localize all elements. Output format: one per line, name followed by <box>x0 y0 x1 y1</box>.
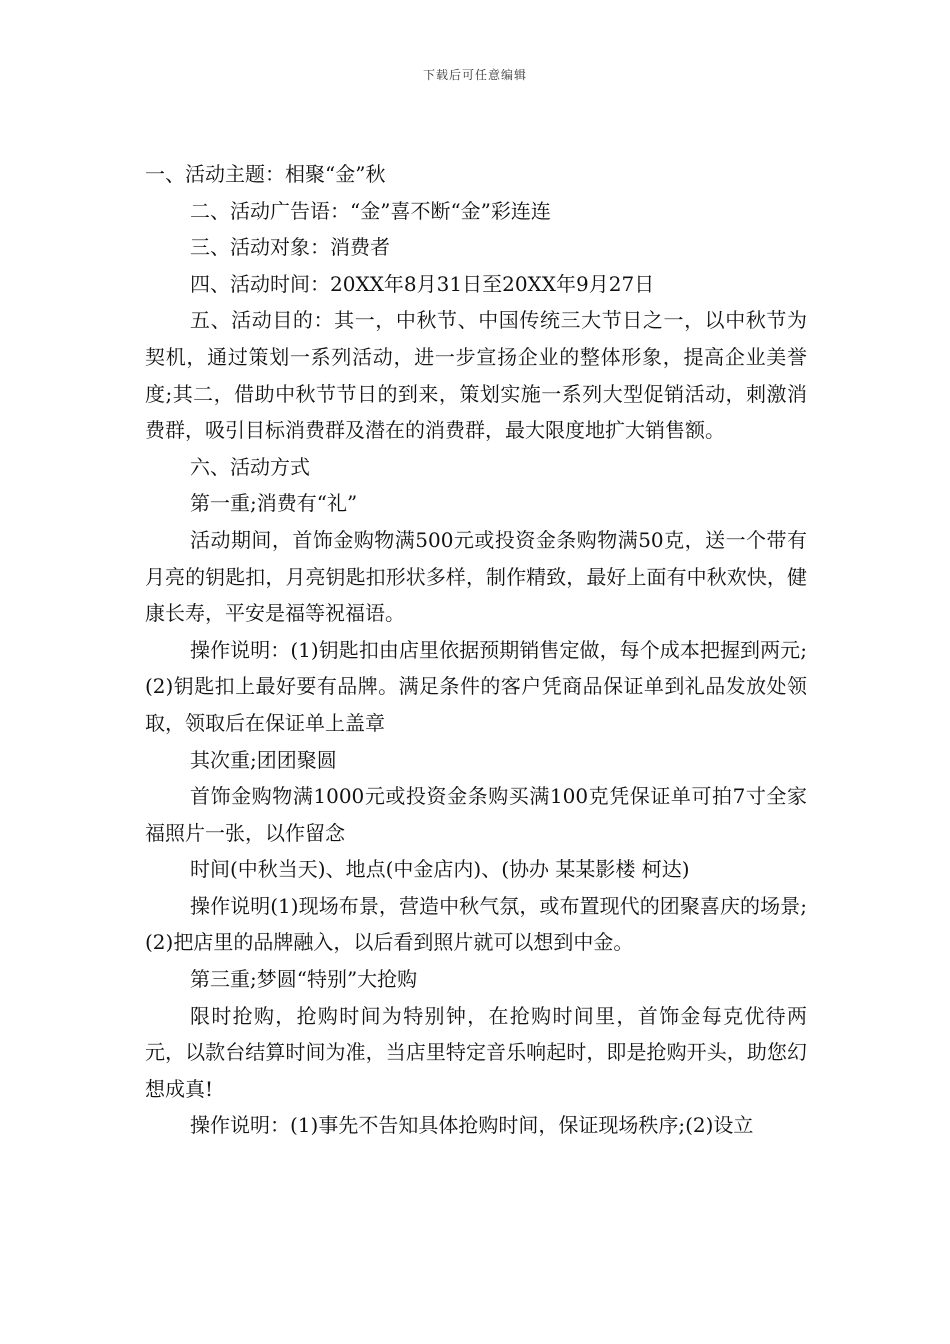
paragraph-part-two-instructions: 操作说明(1)现场布景，营造中秋气氛，或布置现代的团聚喜庆的场景;(2)把店里的品牌融入，以后看到照片就可以想到中金。 <box>145 893 807 955</box>
paragraph-part-two-heading: 其次重;团团聚圆 <box>190 747 337 772</box>
paragraph-time: 四、活动时间：20XX年8月31日至20XX年9月27日 <box>190 271 655 296</box>
paragraph-part-two-body: 首饰金购物满1000元或投资金条购买满100克凭保证单可拍7寸全家福照片一张，以作留念 <box>145 784 807 845</box>
page-header: 下载后可任意编辑 <box>422 68 527 82</box>
paragraph-part-two-time-place: 时间(中秋当天)、地点(中金店内)、(协办 某某影楼 柯达) <box>190 857 690 882</box>
paragraph-part-one-heading: 第一重;消费有“礼” <box>190 491 358 516</box>
paragraph-purpose: 五、活动目的：其一，中秋节、中国传统三大节日之一，以中秋节为契机，通过策划一系列活动，进一步宣扬企业的整体形象，提高企业美誉度;其二，借助中秋节节日的到来，策划实施一系列大型促销活动，刺激消费群，吸引目标消费群及潜在的消费群，最大限度地扩大销售额。 <box>145 308 807 443</box>
paragraph-slogan: 二、活动广告语：“金”喜不断“金”彩连连 <box>190 198 551 223</box>
paragraph-method-heading: 六、活动方式 <box>190 454 310 479</box>
paragraph-theme: 一、活动主题：相聚“金”秋 <box>145 162 386 186</box>
paragraph-audience: 三、活动对象：消费者 <box>190 235 390 260</box>
document-body <box>145 156 807 1144</box>
paragraph-part-three-instructions: 操作说明：(1)事先不告知具体抢购时间，保证现场秩序;(2)设立 <box>190 1113 754 1138</box>
paragraph-part-one-instructions: 操作说明：(1)钥匙扣由店里依据预期销售定做，每个成本把握到两元;(2)钥匙扣上最好要有品牌。满足条件的客户凭商品保证单到礼品发放处领取，领取后在保证单上盖章 <box>145 637 807 735</box>
paragraph-part-three-body: 限时抢购，抢购时间为特别钟，在抢购时间里，首饰金每克优待两元，以款台结算时间为准，当店里特定音乐响起时，即是抢购开头，助您幻想成真! <box>145 1003 807 1101</box>
paragraph-part-one-body: 活动期间，首饰金购物满500元或投资金条购物满50克，送一个带有月亮的钥匙扣，月亮钥匙扣形状多样，制作精致，最好上面有中秋欢快，健康长寿，平安是福等祝福语。 <box>145 527 807 626</box>
paragraph-part-three-heading: 第三重;梦圆“特别”大抢购 <box>190 967 418 992</box>
